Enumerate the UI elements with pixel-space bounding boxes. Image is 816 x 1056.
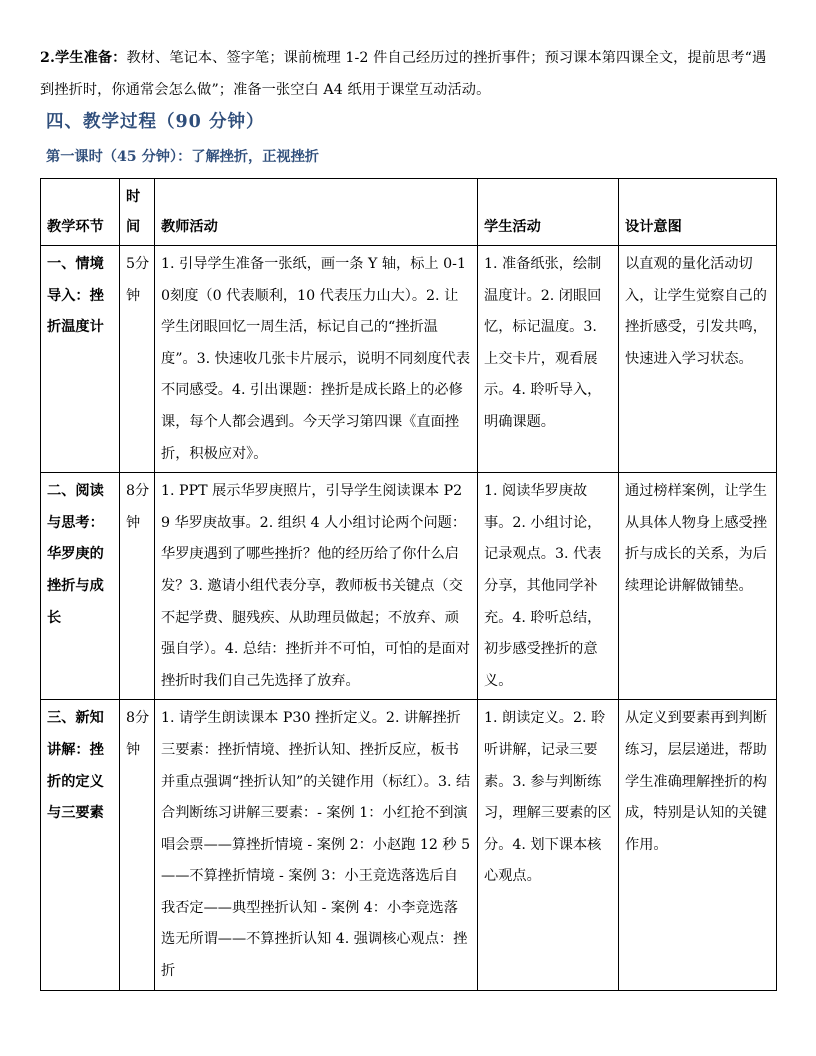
- teaching-process-table: [40, 178, 777, 991]
- student-preparation-text: 教材、笔记本、签字笔；课前梳理 1-2 件自己经历过的挫折事件；预习课本第四课全文，提前思考“遇到挫折时，你通常会怎么做”；准备一张空白 A4 纸用于课堂互动活动。: [40, 50, 767, 98]
- student-activity-cell: 1. 准备纸张，绘制温度计。2. 闭眼回忆，标记温度。3. 上交卡片，观看展示。4. 聆听导入，明确课题。: [478, 246, 619, 473]
- design-intent-cell: 从定义到要素再到判断练习，层层递进，帮助学生准确理解挫折的构成，特别是认知的关键作用。: [619, 700, 777, 990]
- segment-cell: 二、阅读与思考：华罗庚的挫折与成长: [41, 473, 120, 700]
- segment-cell: 三、新知讲解：挫折的定义与三要素: [41, 700, 120, 990]
- header-time: 时间: [120, 179, 155, 246]
- design-intent-cell: 通过榜样案例，让学生从具体人物身上感受挫折与成长的关系，为后续理论讲解做铺垫。: [619, 473, 777, 700]
- time-cell: 5分钟: [120, 246, 155, 473]
- teacher-activity-cell: 1. PPT 展示华罗庚照片，引导学生阅读课本 P29 华罗庚故事。2. 组织 4 人小组讨论两个问题：华罗庚遇到了哪些挫折？他的经历给了你什么启发？3. 邀请小组代表分享，教师板书关键点（交不起学费、腿残疾、从助理员做起；不放弃、顽强自学）。4. 总结：挫折并不可怕，可怕的是面对挫折时我们自己先选择了放弃。: [155, 473, 478, 700]
- student-preparation-label: 2.学生准备：: [40, 50, 127, 66]
- table-row: [41, 246, 777, 473]
- teacher-activity-cell: 1. 引导学生准备一张纸，画一条 Y 轴，标上 0-10刻度（0 代表顺利，10 代表压力山大）。2. 让学生闭眼回忆一周生活，标记自己的“挫折温度”。3. 快速收几张卡片展示，说明不同刻度代表不同感受。4. 引出课题：挫折是成长路上的必修课，每个人都会遇到。今天学习第四课《直面挫折，积极应对》。: [155, 246, 478, 473]
- header-segment: 教学环节: [41, 179, 120, 246]
- table-row: [41, 700, 777, 990]
- table-row: [41, 473, 777, 700]
- teacher-activity-cell: 1. 请学生朗读课本 P30 挫折定义。2. 讲解挫折三要素：挫折情境、挫折认知、挫折反应，板书并重点强调“挫折认知”的关键作用（标红）。3. 结合判断练习讲解三要素：- 案例 1：小红抢不到演唱会票——算挫折情境 - 案例 2：小赵跑 12 秒 5——不算挫折情境 - 案例 3：小王竞选落选后自我否定——典型挫折认知 - 案例 4：小李竞选落选无所谓——不算挫折认知 4. 强调核心观点：挫折: [155, 700, 478, 990]
- student-activity-cell: 1. 朗读定义。2. 聆听讲解，记录三要素。3. 参与判断练习，理解三要素的区分。4. 划下课本核心观点。: [478, 700, 619, 990]
- student-preparation-paragraph: [40, 42, 776, 106]
- design-intent-cell: 以直观的量化活动切入，让学生觉察自己的挫折感受，引发共鸣，快速进入学习状态。: [619, 246, 777, 473]
- time-cell: 8分钟: [120, 473, 155, 700]
- header-teacher-activity: 教师活动: [155, 179, 478, 246]
- lesson-one-title: 第一课时（45 分钟）：了解挫折，正视挫折: [46, 149, 319, 165]
- header-design-intent: 设计意图: [619, 179, 777, 246]
- table-header-row: [41, 179, 777, 246]
- segment-cell: 一、情境导入：挫折温度计: [41, 246, 120, 473]
- section-title: 四、教学过程（90 分钟）: [46, 112, 265, 132]
- student-activity-cell: 1. 阅读华罗庚故事。2. 小组讨论，记录观点。3. 代表分享，其他同学补充。4. 聆听总结，初步感受挫折的意义。: [478, 473, 619, 700]
- header-student-activity: 学生活动: [478, 179, 619, 246]
- time-cell: 8分钟: [120, 700, 155, 990]
